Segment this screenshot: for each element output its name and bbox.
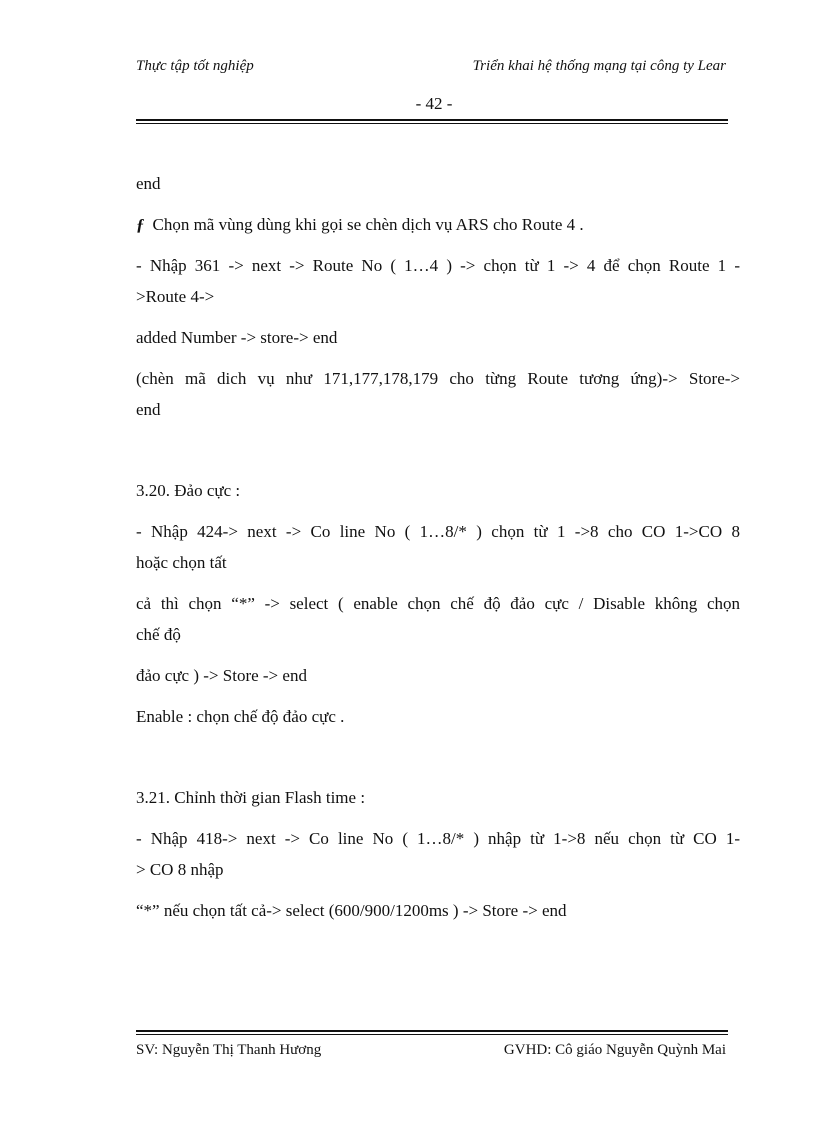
polarity-step-5: đảo cực ) -> Store -> end: [136, 666, 307, 685]
section-3-21-heading: 3.21. Chỉnh thời gian Flash time :: [136, 788, 366, 807]
flash-step-1: - Nhập 418-> next -> Co line No ( 1…8/* ) nhập từ 1->8 nếu chọn từ CO 1-: [136, 829, 740, 848]
line-end-2: end: [136, 400, 161, 419]
polarity-step-2: hoặc chọn tất: [136, 553, 227, 572]
flash-step-2: > CO 8 nhập: [136, 860, 224, 879]
route4-text: Chọn mã vùng dùng khi gọi se chèn dịch vụ ARS cho Route 4 .: [152, 215, 584, 234]
polarity-step-1: - Nhập 424-> next -> Co line No ( 1…8/* ) chọn từ 1 ->8 cho CO 1->CO 8: [136, 522, 740, 541]
polarity-step-3: cả thì chọn “*” -> select ( enable chọn chế độ đảo cực / Disable không chọn: [136, 594, 740, 613]
header-left: Thực tập tốt nghiệp: [136, 58, 254, 74]
route4-step-2: >Route 4->: [136, 287, 215, 306]
route4-step-3: added Number -> store-> end: [136, 328, 338, 347]
footer-student: SV: Nguyễn Thị Thanh Hương: [136, 1042, 322, 1058]
route4-heading: [136, 209, 740, 240]
footer-advisor: GVHD: Cô giáo Nguyễn Quỳnh Mai: [503, 1042, 726, 1058]
route4-note: (chèn mã dich vụ như 171,177,178,179 cho từng Route tương ứng)-> Store->: [136, 369, 740, 388]
header-right: Triển khai hệ thống mạng tại công ty Lear: [472, 58, 726, 74]
bullet-icon: ƒ: [136, 215, 145, 234]
line-end-1: end: [136, 174, 161, 193]
footer-rule: [136, 1030, 728, 1035]
body-text: [136, 168, 740, 926]
flash-step-3: “*” nếu chọn tất cả-> select (600/900/1200ms ) -> Store -> end: [136, 901, 567, 920]
polarity-step-4: chế độ: [136, 625, 181, 644]
polarity-enable-note: Enable : chọn chế độ đảo cực .: [136, 707, 345, 726]
header-rule: [136, 119, 728, 124]
page-number: - 42 -: [415, 94, 453, 113]
section-3-20-heading: 3.20. Đảo cực :: [136, 481, 241, 500]
route4-step-1: - Nhập 361 -> next -> Route No ( 1…4 ) -> chọn từ 1 -> 4 để chọn Route 1 -: [136, 256, 740, 275]
